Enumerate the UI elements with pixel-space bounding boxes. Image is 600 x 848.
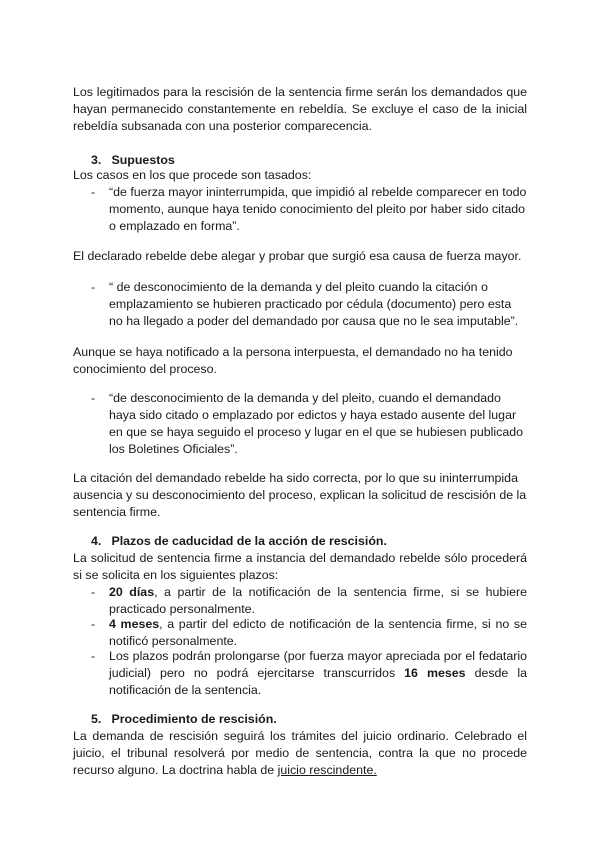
paragraph-note-2: Aunque se haya notificado a la persona interpuesta, el demandado no ha tenido conocimiento del proceso. bbox=[73, 345, 513, 376]
paragraph-text: La demanda de rescisión seguirá los trámites del juicio ordinario. Celebrado el juicio, el tribunal resolverá por medio de sentencia, contra la que no procede recurso alguno. La doctrina habla de bbox=[73, 729, 527, 777]
paragraph-note-3: La citación del demandado rebelde ha sido correcta, por lo que su ininterrumpida ausencia y su desconocimiento del proceso, explican la solicitud de rescisión de la sentencia firme. bbox=[73, 471, 527, 519]
list-bullet: - bbox=[91, 585, 96, 599]
list-item bbox=[91, 390, 527, 458]
heading-title: Supuestos bbox=[111, 153, 175, 167]
heading-plazos bbox=[91, 533, 387, 550]
paragraph-procedimiento bbox=[73, 728, 527, 779]
list-bullet: - bbox=[91, 185, 96, 199]
deadline-4-meses: 4 meses bbox=[109, 617, 160, 631]
list-bullet: - bbox=[91, 617, 96, 631]
deadline-16-meses: 16 meses bbox=[404, 666, 466, 680]
list-item bbox=[91, 648, 527, 699]
list-item-text: Los plazos podrán prolongarse (por fuerza mayor apreciada por el fedatario judicial) pero no podrá ejercitarse transcurridos bbox=[109, 649, 527, 680]
list-item bbox=[91, 184, 527, 235]
list-item-text: , a partir de la notificación de la sentencia firme, si se hubiere practicado personalmente. bbox=[109, 585, 527, 616]
paragraph-plazos-intro: La solicitud de sentencia firme a instancia del demandado rebelde sólo procederá si se solicita en los siguientes plazos: bbox=[73, 551, 527, 582]
list-item bbox=[91, 584, 527, 618]
paragraph-legitimados: Los legitimados para la rescisión de la sentencia firme serán los demandados que hayan permanecido constantemente en rebeldía. Se excluye el caso de la inicial rebeldía subsanada con una posterior comparecencia. bbox=[73, 85, 527, 133]
term-juicio-rescindente: juicio rescindente. bbox=[277, 763, 377, 777]
list-item-text: “ de desconocimiento de la demanda y del pleito cuando la citación o emplazamiento se hubieren practicado por cédula (documento) pero esta no ha llegado a poder del demandado por causa que no le sea imputable”. bbox=[109, 280, 519, 328]
heading-title: Procedimiento de rescisión. bbox=[111, 712, 277, 726]
paragraph-note-1: El declarado rebelde debe alegar y probar que surgió esa causa de fuerza mayor. bbox=[73, 249, 522, 263]
heading-number: 5. bbox=[91, 712, 102, 726]
list-item-text: “de fuerza mayor ininterrumpida, que impidió al rebelde comparecer en todo momento, aunque haya tenido conocimiento del pleito por haber sido citado o emplazado en forma”. bbox=[109, 185, 527, 233]
list-item-text: desde la notificación de la sentencia. bbox=[109, 666, 527, 697]
heading-number: 4. bbox=[91, 534, 102, 548]
list-item-text: “de desconocimiento de la demanda y del pleito, cuando el demandado haya sido citado o emplazado por edictos y haya estado ausente del lugar en que se haya seguido el proceso y lugar en el que se hubiesen publicado los Boletines Oficiales”. bbox=[109, 391, 524, 456]
list-bullet: - bbox=[91, 391, 96, 405]
deadline-20-dias: 20 días bbox=[109, 585, 155, 599]
paragraph-supuestos-intro: Los casos en los que procede son tasados: bbox=[73, 168, 312, 182]
heading-procedimiento bbox=[91, 711, 277, 728]
list-item-text: , a partir del edicto de notificación de la sentencia firme, si no se notificó personalmente. bbox=[109, 617, 527, 648]
list-bullet: - bbox=[91, 649, 96, 663]
heading-number: 3. bbox=[91, 153, 102, 167]
list-item bbox=[91, 616, 527, 650]
list-bullet: - bbox=[91, 280, 96, 294]
list-item bbox=[91, 279, 527, 330]
heading-title: Plazos de caducidad de la acción de rescisión. bbox=[111, 534, 387, 548]
